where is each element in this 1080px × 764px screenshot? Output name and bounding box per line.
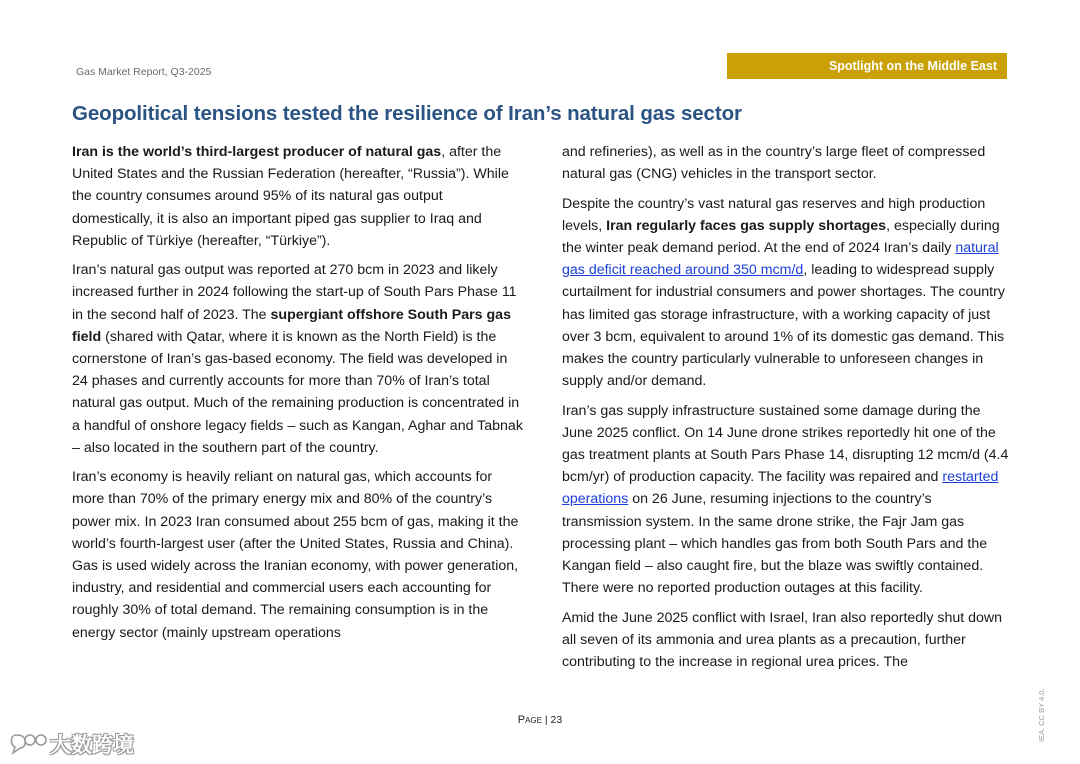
watermark <box>8 729 134 759</box>
bold-phrase: supergiant offshore South Pars gas field <box>72 306 511 345</box>
page-word: Page <box>517 714 542 726</box>
report-name: Gas Market Report, Q3-2025 <box>76 66 212 78</box>
right-column <box>562 141 1012 680</box>
paragraph <box>562 193 1012 393</box>
paragraph <box>562 400 1012 600</box>
paragraph: Iran’s economy is heavily reliant on natural gas, which accounts for more than 70% of the primary energy mix and 80% of the country’s power mix. In 2023 Iran consumed about 255 bcm of gas, making it the world’s fourth-largest user (after the United States, Russia and China). Gas is used widely across the Iranian economy, with power generation, industry, and residential and commercial users each accounting for roughly 30% of total demand. The remaining consumption is in the energy sector (mainly upstream operations <box>72 469 519 641</box>
paragraph-text: , leading to widespread supply curtailment for industrial consumers and power shortages. The country has limited gas storage infrastructure, with a working capacity of just over 3 bcm, equivalent to around 1% of its domestic gas demand. This makes the country particularly vulnerable to unforeseen changes in supply and/or demand. <box>562 262 1005 390</box>
paragraph-text: , after the United States and the Russian Federation (hereafter, “Russia”). While the country consumes around 95% of its natural gas output domestically, it is also an important piped gas supplier to Iraq and Republic of Türkiye (hereafter, “Türkiye”). <box>72 144 509 249</box>
paragraph-text: , especially during the winter peak demand period. At the end of 2024 Iran’s daily <box>562 217 1000 256</box>
paragraph-text: on 26 June, resuming injections to the country’s transmission system. In the same drone strike, the Fajr Jam gas processing plant – which handles gas from both South Pars and the Kangan field – also caught fire, but the blaze was swiftly contained. There were no reported production outages at this facility. <box>562 491 988 597</box>
paragraph: and refineries), as well as in the country’s large fleet of compressed natural gas (CNG) vehicles in the transport sector. <box>562 144 986 183</box>
paragraph <box>72 141 524 252</box>
page-title: Geopolitical tensions tested the resilience of Iran’s natural gas sector <box>72 102 742 125</box>
restarted-operations-link[interactable]: restarted operations <box>562 469 999 508</box>
page-number-value: 23 <box>550 714 563 726</box>
license-note: IEA. CC BY 4.0. <box>1037 688 1046 742</box>
page-number <box>0 714 1080 726</box>
chat-bubbles-logo-icon <box>8 731 48 757</box>
section-tag: Spotlight on the Middle East <box>727 53 1007 79</box>
paragraph-text: Iran’s gas supply infrastructure sustained some damage during the June 2025 conflict. On 14 June drone strikes reportedly hit one of the gas treatment plants at South Pars Phase 14, disrupting 12 mcm/d (4.4 bcm/yr) of production capacity. The facility was repaired and <box>562 402 1009 486</box>
paragraph-text: Despite the country’s vast natural gas reserves and high production levels, <box>562 195 986 234</box>
bold-lead: Iran is the world’s third-largest producer of natural gas <box>72 144 442 160</box>
watermark-text: 大数跨境 <box>50 734 134 757</box>
paragraph-text: (shared with Qatar, where it is known as the North Field) is the cornerstone of Iran’s gas-based economy. The field was developed in 24 phases and currently accounts for more than 70% of Iran’s total natural gas output. Much of the remaining production is concentrated in a handful of onshore legacy fields – such as Kangan, Aghar and Tabnak – also located in the southern part of the country. <box>72 328 523 456</box>
gas-deficit-link[interactable]: natural gas deficit reached around 350 mcm/d <box>562 240 999 279</box>
paragraph <box>72 259 524 459</box>
paragraph-text: Iran’s natural gas output was reported at 270 bcm in 2023 and likely increased further in 2024 following the start-up of South Pars Phase 11 in the second half of 2023. The <box>72 262 517 323</box>
page-separator: | <box>541 714 551 726</box>
paragraph: Amid the June 2025 conflict with Israel, Iran also reportedly shut down all seven of its ammonia and urea plants as a precaution, further contributing to the increase in regional urea prices. The <box>562 609 1003 671</box>
left-column <box>72 141 524 651</box>
bold-phrase: Iran regularly faces gas supply shortages <box>606 217 887 234</box>
